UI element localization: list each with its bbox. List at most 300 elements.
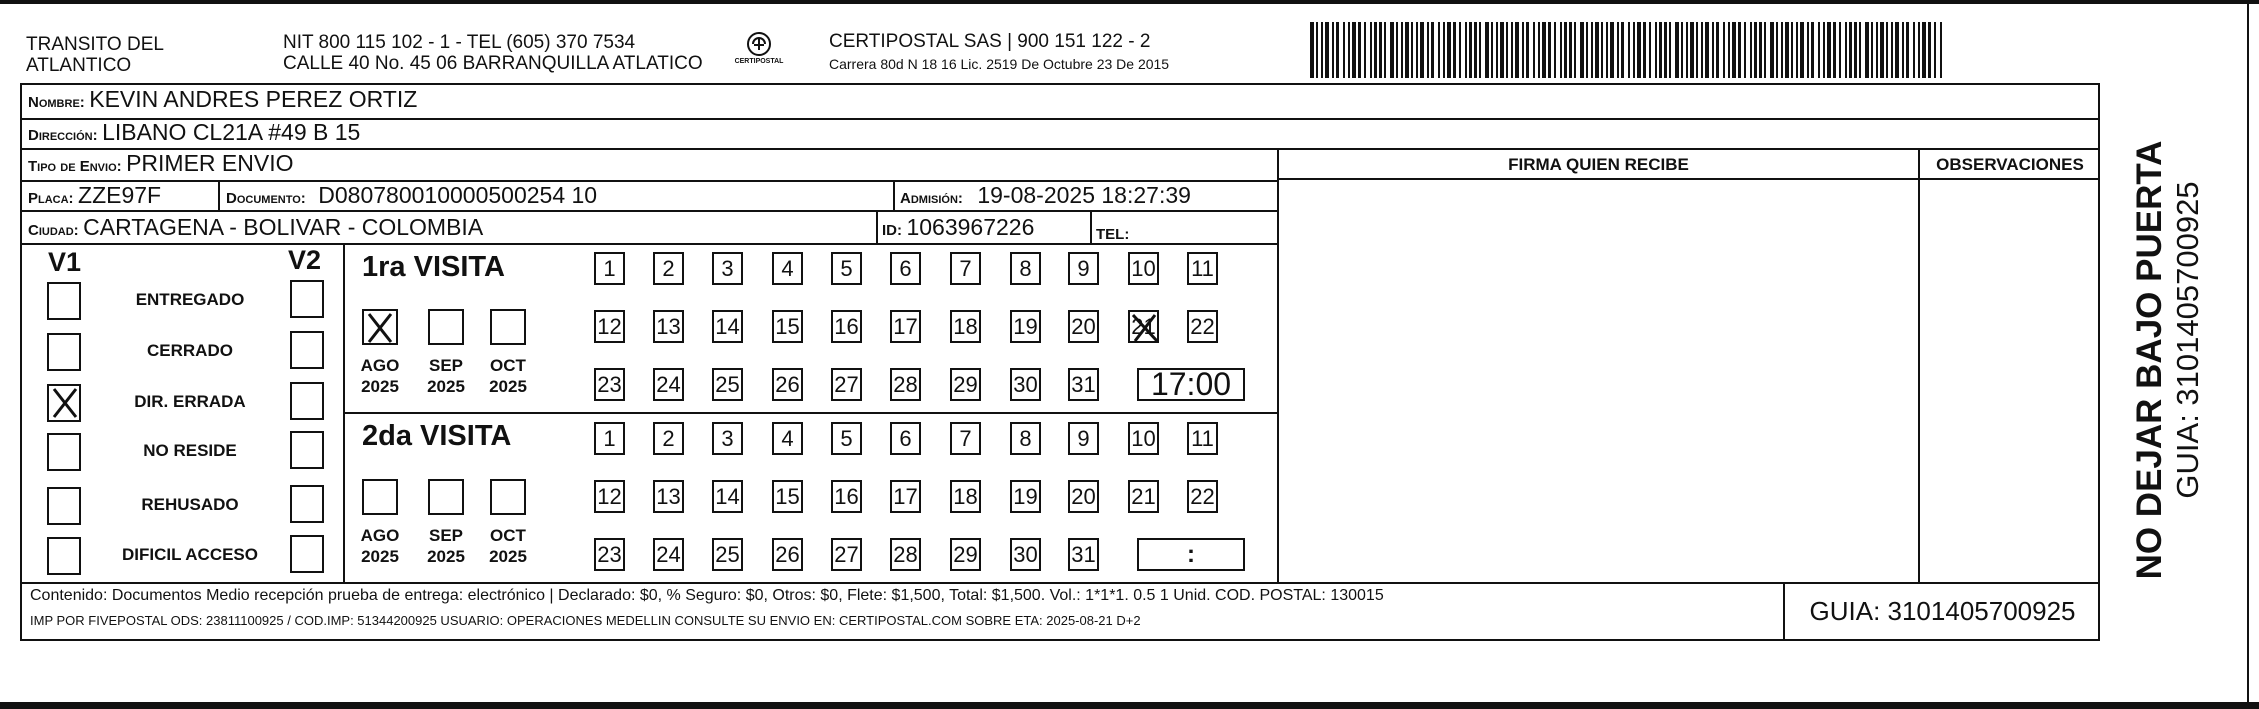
day-box[interactable]: [653, 310, 684, 343]
day-number: 22: [1190, 313, 1215, 339]
day-number: 13: [656, 313, 681, 339]
visit-month-label: [420, 525, 472, 567]
license-line: Carrera 80d N 18 16 Lic. 2519 De Octubre 23 De 2015: [829, 56, 1170, 72]
side-guia: GUIA: 3101405700925: [2170, 181, 2205, 499]
day-box[interactable]: [1010, 368, 1041, 401]
status-label: DIR. ERRADA: [134, 392, 246, 411]
barcode-bar: [1865, 22, 1869, 78]
barcode-bar: [1453, 22, 1456, 78]
day-box[interactable]: [712, 422, 743, 455]
barcode-bar: [1459, 22, 1461, 78]
day-number: 14: [715, 483, 740, 509]
day-number: 16: [834, 313, 859, 339]
day-box[interactable]: [653, 538, 684, 571]
barcode-bar: [1669, 22, 1671, 78]
day-box[interactable]: [594, 252, 625, 285]
barcode-bar: [1542, 22, 1546, 78]
barcode-bar: [1569, 22, 1572, 78]
barcode-bar: [1876, 22, 1878, 78]
status-v2-checkbox[interactable]: [290, 280, 324, 318]
visit-month-checkbox[interactable]: [428, 309, 464, 345]
barcode-bar: [1591, 22, 1593, 78]
tel-divider: [1090, 210, 1092, 245]
barcode-bar: [1732, 22, 1736, 78]
barcode-bar: [1358, 22, 1361, 78]
footer-guia: GUIA: 3101405700925: [1809, 596, 2076, 626]
month-year: 2025: [427, 547, 465, 566]
day-number: 3: [721, 425, 734, 451]
day-number: 26: [775, 541, 800, 567]
day-number: 29: [953, 371, 978, 397]
barcode-bar: [1390, 22, 1394, 78]
barcode-bar: [1405, 22, 1409, 78]
day-box[interactable]: [831, 538, 862, 571]
day-box[interactable]: [653, 368, 684, 401]
day-number: 22: [1190, 483, 1215, 509]
day-box[interactable]: [1187, 422, 1218, 455]
visit-month-checkbox[interactable]: [362, 479, 398, 515]
day-box[interactable]: [890, 422, 921, 455]
documento-label: Documento:: [226, 190, 306, 207]
barcode-bar: [1886, 22, 1888, 78]
visit-time-box[interactable]: [1137, 538, 1245, 571]
day-number: 23: [597, 371, 622, 397]
status-v1-checkbox[interactable]: [47, 433, 81, 471]
tipo-value: PRIMER ENVIO: [126, 150, 294, 176]
v1-label: V1: [48, 247, 82, 277]
day-box[interactable]: [950, 368, 981, 401]
day-box[interactable]: [1010, 310, 1041, 343]
day-box[interactable]: [712, 252, 743, 285]
barcode-bar: [1447, 22, 1451, 78]
barcode-bar: [1316, 22, 1318, 78]
day-number: 28: [893, 371, 918, 397]
day-box[interactable]: [831, 252, 862, 285]
barcode-bar: [1854, 22, 1857, 78]
sender-line2: ATLANTICO: [26, 55, 132, 76]
visit-month-checkbox[interactable]: [428, 479, 464, 515]
company-info: [829, 31, 1169, 72]
day-box[interactable]: [950, 252, 981, 285]
day-box[interactable]: [1010, 538, 1041, 571]
barcode-bar: [1515, 22, 1519, 78]
day-number: 10: [1131, 255, 1156, 281]
day-number: 28: [893, 541, 918, 567]
day-number: 7: [959, 255, 972, 281]
month-name: AGO: [360, 356, 400, 375]
row-line-2: [20, 148, 2100, 150]
day-number: 20: [1071, 483, 1096, 509]
barcode-bar: [1321, 22, 1323, 78]
barcode-bar: [1750, 22, 1752, 78]
day-box[interactable]: [712, 310, 743, 343]
visit-time: 17:00: [1150, 366, 1232, 402]
address-line: CALLE 40 No. 45 06 BARRANQUILLA ATLATICO: [283, 53, 703, 74]
status-v2-checkbox[interactable]: [290, 535, 324, 573]
day-number: 30: [1013, 371, 1038, 397]
day-number: 15: [775, 313, 800, 339]
day-number: 24: [656, 371, 681, 397]
barcode-bar: [1913, 22, 1915, 78]
day-number: 5: [840, 425, 853, 451]
day-box[interactable]: [890, 368, 921, 401]
day-number: 30: [1013, 541, 1038, 567]
logo-text: CERTIPOSTAL: [734, 58, 784, 65]
month-name: AGO: [360, 526, 400, 545]
barcode-bar: [1827, 22, 1831, 78]
barcode-bar: [1738, 22, 1741, 78]
certipostal-logo: [728, 30, 790, 70]
day-box[interactable]: [831, 368, 862, 401]
company-line: CERTIPOSTAL SAS | 900 151 122 - 2: [829, 31, 1151, 52]
sender-contact: [283, 32, 703, 74]
nombre-value: KEVIN ANDRES PEREZ ORTIZ: [89, 86, 418, 112]
barcode-bar: [1595, 22, 1599, 78]
status-v1-checkbox[interactable]: [47, 333, 81, 371]
day-number: 15: [775, 483, 800, 509]
day-number: 25: [715, 371, 740, 397]
barcode-bar: [1628, 22, 1630, 78]
day-box[interactable]: [772, 480, 803, 513]
barcode-bar: [1781, 22, 1783, 78]
barcode-bar: [1833, 22, 1836, 78]
barcode-bar: [1754, 22, 1757, 78]
barcode-bar: [1610, 22, 1614, 78]
ciudad-field: [28, 214, 483, 241]
admision-value: 19-08-2025 18:27:39: [977, 182, 1191, 208]
barcode-bar: [1902, 22, 1904, 78]
observaciones-header: OBSERVACIONES: [1936, 155, 2084, 174]
status-v1-checkbox[interactable]: [47, 384, 81, 422]
tipo-label: Tipo de Envio:: [28, 158, 122, 175]
day-box[interactable]: [772, 252, 803, 285]
day-number: 6: [899, 425, 912, 451]
day-box[interactable]: [1128, 252, 1159, 285]
day-number: 24: [656, 541, 681, 567]
day-box[interactable]: [950, 310, 981, 343]
day-box[interactable]: [890, 310, 921, 343]
day-box[interactable]: [594, 310, 625, 343]
barcode-bar: [1811, 22, 1814, 78]
day-number: 31: [1071, 541, 1096, 567]
barcode-bar: [1690, 22, 1694, 78]
day-box[interactable]: [1187, 310, 1218, 343]
status-label: DIFICIL ACCESO: [121, 545, 258, 564]
day-number: 14: [715, 313, 740, 339]
barcode-bar: [1416, 22, 1418, 78]
barcode-bar: [1859, 22, 1861, 78]
nombre-label: Nombre:: [28, 94, 85, 111]
firma-signature-area[interactable]: [1279, 180, 1918, 582]
day-box[interactable]: [1068, 538, 1099, 571]
placa-field: [28, 182, 161, 209]
id-value: 1063967226: [906, 214, 1035, 240]
barcode-bar: [1712, 22, 1714, 78]
month-name: OCT: [490, 356, 526, 375]
barcode-bar: [1918, 22, 1920, 78]
firma-header: FIRMA QUIEN RECIBE: [1508, 155, 1689, 174]
barcode-bar: [1823, 22, 1825, 78]
ciudad-label: Ciudad:: [28, 222, 79, 239]
barcode-bar: [1849, 22, 1852, 78]
footer-line1: Contenido: Documentos Medio recepción prueba de entrega: electrónico | Declarado: $0, % Seguro: $0, Otros: $0, Flete: $1,500, Total: $1,500. Vol.: 1*1*1. 0.5 1 Unid. COD. POSTAL: 130015: [30, 587, 1384, 604]
barcode-bar: [1538, 22, 1540, 78]
day-number: 7: [959, 425, 972, 451]
barcode-bar: [1586, 22, 1588, 78]
barcode-bar: [1310, 22, 1314, 78]
tel-label: TEL:: [1096, 226, 1130, 243]
day-number: 2: [662, 425, 675, 451]
day-number: 31: [1071, 371, 1096, 397]
day-box[interactable]: [890, 252, 921, 285]
visit-time: :: [1187, 540, 1195, 568]
day-number: 18: [953, 483, 978, 509]
barcode-bar: [1370, 22, 1372, 78]
barcode-bar: [1606, 22, 1608, 78]
barcode-bar: [1474, 22, 1477, 78]
day-number: 27: [834, 541, 859, 567]
day-box[interactable]: [950, 538, 981, 571]
nombre-row: [28, 86, 417, 113]
barcode-bar: [1807, 22, 1809, 78]
day-number: 9: [1077, 425, 1090, 451]
ciudad-value: CARTAGENA - BOLIVAR - COLOMBIA: [83, 214, 484, 240]
day-number: 18: [953, 313, 978, 339]
day-number: 4: [781, 425, 794, 451]
day-box[interactable]: [1068, 310, 1099, 343]
status-label: NO RESIDE: [143, 441, 237, 460]
barcode-bar: [1659, 22, 1662, 78]
visit-divider: [345, 412, 1277, 414]
barcode-bar: [1511, 22, 1513, 78]
day-box[interactable]: [1068, 252, 1099, 285]
day-box[interactable]: [1068, 422, 1099, 455]
barcode-bar: [1411, 22, 1413, 78]
barcode-bar: [1818, 22, 1820, 78]
barcode-bar: [1770, 22, 1774, 78]
barcode-bar: [1728, 22, 1730, 78]
day-number: 12: [597, 313, 622, 339]
day-box[interactable]: [1010, 252, 1041, 285]
visit-month-checkbox[interactable]: [490, 309, 526, 345]
day-box[interactable]: [653, 252, 684, 285]
day-box[interactable]: [950, 480, 981, 513]
day-box[interactable]: [594, 422, 625, 455]
barcode-bar: [1522, 22, 1524, 78]
visit-month-label: [482, 355, 534, 397]
day-number: 21: [1131, 483, 1156, 509]
barcode-bar: [1533, 22, 1535, 78]
day-box[interactable]: [831, 422, 862, 455]
day-box[interactable]: [1187, 480, 1218, 513]
visit-month-checkbox[interactable]: [490, 479, 526, 515]
day-box[interactable]: [890, 538, 921, 571]
barcode-bar: [1880, 22, 1884, 78]
day-box[interactable]: [1010, 422, 1041, 455]
barcode-bar: [1934, 22, 1936, 78]
barcode-bar: [1580, 22, 1584, 78]
barcode-bar: [1922, 22, 1926, 78]
day-number: 4: [781, 255, 794, 281]
day-number: 21: [1131, 313, 1156, 339]
barcode-bar: [1796, 22, 1798, 78]
barcode-bar: [1438, 22, 1440, 78]
barcode-bar: [1364, 22, 1366, 78]
documento-value: D080780010000500254 10: [318, 182, 598, 208]
barcode-bar: [1744, 22, 1746, 78]
day-box[interactable]: [712, 368, 743, 401]
day-number: 11: [1191, 425, 1214, 451]
barcode-bar: [1891, 22, 1893, 78]
day-number: 25: [715, 541, 740, 567]
day-box[interactable]: [831, 480, 862, 513]
day-box[interactable]: [950, 422, 981, 455]
observaciones-area[interactable]: [1920, 180, 2100, 582]
day-box[interactable]: [772, 422, 803, 455]
day-box[interactable]: [712, 538, 743, 571]
visit2-title: 2da VISITA: [362, 420, 512, 452]
day-box[interactable]: [772, 368, 803, 401]
barcode-bar: [1716, 22, 1719, 78]
barcode-bar: [1705, 22, 1709, 78]
barcode-bar: [1845, 22, 1847, 78]
status-v2-checkbox[interactable]: [290, 431, 324, 469]
day-number: 17: [893, 313, 918, 339]
day-number: 5: [840, 255, 853, 281]
barcode-bar: [1431, 22, 1434, 78]
barcode-bar: [1420, 22, 1424, 78]
barcode-bar: [1564, 22, 1567, 78]
day-box[interactable]: [1068, 368, 1099, 401]
row-line-4: [20, 210, 1277, 212]
day-number: 19: [1013, 313, 1038, 339]
barcode-bar: [1723, 22, 1725, 78]
id-field: [882, 214, 1034, 241]
sender-name: [26, 34, 164, 76]
day-number: 27: [834, 371, 859, 397]
status-v2-checkbox[interactable]: [290, 331, 324, 369]
barcode-bar: [1496, 22, 1498, 78]
month-name: OCT: [490, 526, 526, 545]
day-box[interactable]: [772, 310, 803, 343]
id-label: ID:: [882, 222, 902, 239]
barcode-bar: [1396, 22, 1398, 78]
barcode-bar: [1343, 22, 1345, 78]
direccion-label: Dirección:: [28, 127, 98, 144]
status-label: REHUSADO: [141, 495, 239, 514]
footer-line2: IMP POR FIVEPOSTAL ODS: 23811100925 / COD.IMP: 51344200925 USUARIO: OPERACIONES MEDELLIN CONSULTE SU ENVIO EN: CERTIPOSTAL.COM SOBRE ETA: 2025-08-21 D+2: [30, 613, 1141, 628]
day-box[interactable]: [594, 480, 625, 513]
documento-divider: [893, 180, 895, 212]
barcode-bar: [1443, 22, 1445, 78]
status-v1-checkbox[interactable]: [47, 282, 81, 320]
day-box[interactable]: [890, 480, 921, 513]
day-box[interactable]: [1068, 480, 1099, 513]
visit1-title: 1ra VISITA: [362, 251, 505, 283]
barcode-bar: [1681, 22, 1683, 78]
month-year: 2025: [489, 377, 527, 396]
day-number: 13: [656, 483, 681, 509]
barcode-bar: [1791, 22, 1793, 78]
day-box[interactable]: [1128, 422, 1159, 455]
barcode-bar: [1401, 22, 1403, 78]
visit-month-label: [482, 525, 534, 567]
barcode-bar: [1785, 22, 1789, 78]
placa-divider: [218, 180, 220, 212]
sender-line1: TRANSITO DEL: [26, 34, 164, 55]
status-v2-checkbox[interactable]: [290, 382, 324, 420]
barcode-bar: [1374, 22, 1377, 78]
barcode-bar: [1336, 22, 1339, 78]
status-v1-checkbox[interactable]: [47, 487, 81, 525]
check-mark-icon: [366, 311, 394, 345]
barcode-bar: [1633, 22, 1635, 78]
barcode-bar: [1348, 22, 1350, 78]
status-v1-checkbox[interactable]: [47, 537, 81, 575]
barcode-bar: [1696, 22, 1698, 78]
barcode-bar: [1649, 22, 1651, 78]
day-box[interactable]: [1128, 310, 1159, 343]
barcode-bar: [1554, 22, 1556, 78]
day-number: 6: [899, 255, 912, 281]
barcode-bar: [1928, 22, 1931, 78]
barcode-bar: [1871, 22, 1873, 78]
day-box[interactable]: [653, 480, 684, 513]
day-number: 3: [721, 255, 734, 281]
day-box[interactable]: [1010, 480, 1041, 513]
day-number: 11: [1191, 255, 1214, 281]
day-box[interactable]: [594, 368, 625, 401]
barcode-bar: [1352, 22, 1356, 78]
visit-time-box[interactable]: [1137, 368, 1245, 401]
visit-month-checkbox[interactable]: [362, 309, 398, 345]
top-border-bar: [0, 0, 2259, 4]
barcode-bar: [1469, 22, 1472, 78]
right-border-bar: [2247, 0, 2249, 709]
barcode-bar: [1643, 22, 1646, 78]
status-v2-checkbox[interactable]: [290, 485, 324, 523]
day-number: 8: [1019, 425, 1032, 451]
barcode-bar: [1675, 22, 1679, 78]
barcode-bar: [1664, 22, 1667, 78]
day-box[interactable]: [712, 480, 743, 513]
day-box[interactable]: [1187, 252, 1218, 285]
day-box[interactable]: [594, 538, 625, 571]
tipo-row: [28, 150, 294, 177]
footer-top-line: [20, 582, 2100, 584]
barcode-bar: [1686, 22, 1688, 78]
barcode-bar: [1895, 22, 1899, 78]
barcode-bar: [1601, 22, 1603, 78]
day-box[interactable]: [1128, 480, 1159, 513]
month-name: SEP: [428, 526, 464, 545]
barcode-bar: [1701, 22, 1703, 78]
barcode-bar: [1506, 22, 1508, 78]
day-number: 9: [1077, 255, 1090, 281]
status-label: ENTREGADO: [135, 290, 245, 309]
day-box[interactable]: [653, 422, 684, 455]
day-number: 26: [775, 371, 800, 397]
day-box[interactable]: [772, 538, 803, 571]
month-year: 2025: [427, 377, 465, 396]
barcode-bar: [1621, 22, 1624, 78]
side-warning: NO DEJAR BAJO PUERTA: [2130, 140, 2169, 580]
direccion-value: LIBANO CL21A #49 B 15: [102, 119, 361, 145]
day-mark-icon: [1131, 311, 1159, 345]
day-box[interactable]: [831, 310, 862, 343]
barcode-bar: [1764, 22, 1766, 78]
direccion-row: [28, 119, 360, 146]
